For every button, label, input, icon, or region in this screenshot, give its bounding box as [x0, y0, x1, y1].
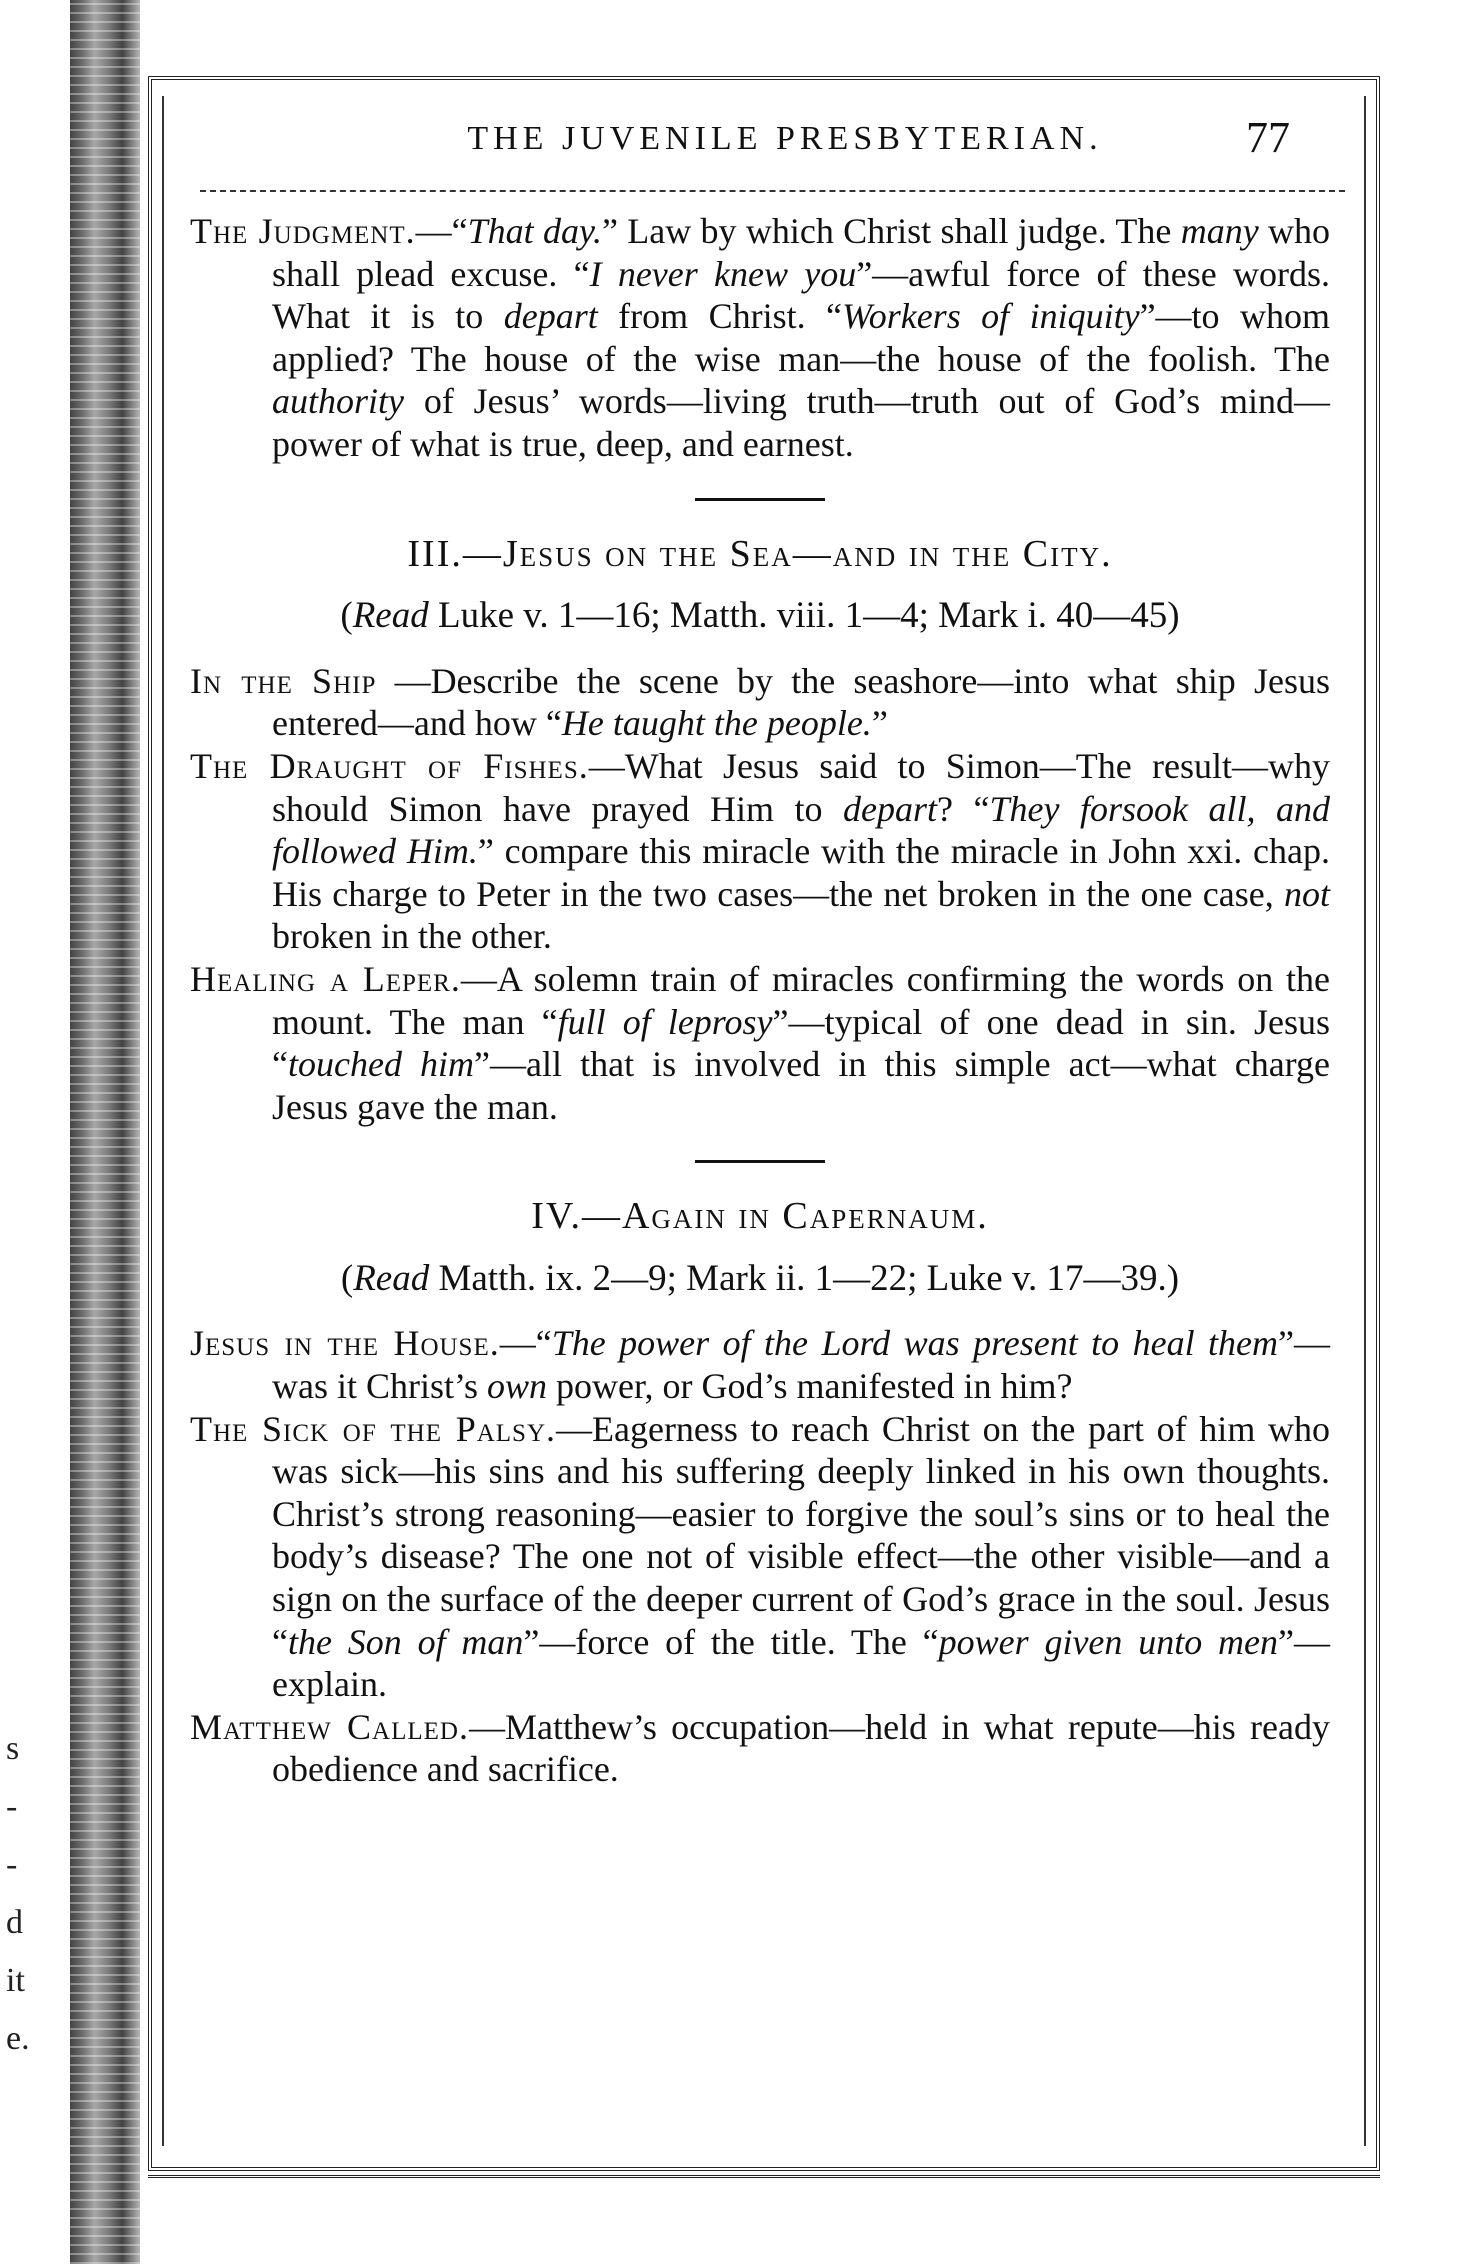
margin-fragment: s: [6, 1730, 20, 1767]
paragraph-lead: The Judgment.: [190, 211, 416, 251]
paragraph-lead: Matthew Called.: [190, 1706, 469, 1747]
paragraph-lead: The Draught of Fishes.: [190, 745, 589, 786]
section-separator: [695, 1160, 825, 1163]
page-body: [190, 210, 1330, 1791]
margin-fragment: d: [6, 1904, 23, 1941]
margin-fragment: -: [6, 1846, 18, 1883]
book-spine-shadow: [70, 0, 140, 2264]
paragraph-lead: Jesus in the House.: [190, 1323, 500, 1364]
section-heading-4: IV.—Again in Capernaum.: [531, 1195, 989, 1238]
paragraph-leper: Healing a Leper.—A solemn train of miracles confirming the words on the mount. The man “full of leprosy”—typical of one dead in sin. Jesus “touched him”—all that is involved in this simple act—what charge Jesus gave the man.: [190, 958, 1331, 1127]
paragraph-judgment: The Judgment.—“That day.” Law by which Christ shall judge. The many who shall plead excuse. “I never knew you”—awful force of these words. What it is to depart from Christ. “Workers of iniquity”—to whom applied? The house of the wise man—the house of the foolish. The authority of Jesus’ words—living truth—truth out of God’s mind—power of what is true, deep, and earnest.: [190, 211, 1331, 464]
paragraph-ship: In the Ship —Describe the scene by the seashore—into what ship Jesus entered—and how “He taught the people.”: [190, 660, 1330, 744]
section-heading-3: III.—Jesus on the Sea—and in the City.: [407, 532, 1113, 575]
running-title: THE JUVENILE PRESBYTERIAN.: [467, 120, 1103, 157]
margin-fragment: -: [6, 1788, 18, 1825]
margin-fragments: [6, 1720, 46, 2068]
paragraph-draught: The Draught of Fishes.—What Jesus said to Simon—The result—why should Simon have prayed Him to depart? “They forsook all, and followed Him.” compare this miracle with the miracle in John xxi. chap. His charge to Peter in the two cases—the net broken in the one case, not broken in the other.: [190, 745, 1330, 957]
margin-fragment: e.: [6, 2020, 30, 2057]
paragraph-matthew: Matthew Called.—Matthew’s occupation—held in what repute—his ready obedience and sacrifice.: [190, 1706, 1330, 1790]
paragraph-lead: The Sick of the Palsy.: [190, 1408, 556, 1449]
paragraph-palsy: The Sick of the Palsy.—Eagerness to reach Christ on the part of him who was sick—his sins and his suffering deeply linked in his own thoughts. Christ’s strong reasoning—easier to forgive the soul’s sins or to heal the body’s disease? The one not of visible effect—the other visible—and a sign on the surface of the deeper current of God’s grace in the soul. Jesus “the Son of man”—force of the title. The “power given unto men”—explain.: [190, 1408, 1330, 1705]
bottom-border: [148, 2175, 1380, 2178]
paragraph-house: Jesus in the House.—“The power of the Lord was present to heal them”—was it Christ’s own power, or God’s manifested in him?: [190, 1323, 1330, 1407]
paragraph-lead: In the Ship: [190, 660, 377, 701]
page-header: [175, 112, 1330, 172]
margin-fragment: it: [6, 1962, 25, 1999]
section-separator: [695, 498, 825, 501]
reading-reference-3: (Read Luke v. 1—16; Matth. viii. 1—4; Mark i. 40—45): [340, 595, 1180, 637]
header-divider: [200, 190, 1345, 192]
page-number: 77: [1246, 113, 1290, 162]
reading-reference-4: (Read Matth. ix. 2—9; Mark ii. 1—22; Luke v. 17—39.): [340, 1257, 1180, 1299]
paragraph-lead: Healing a Leper.: [190, 958, 461, 999]
